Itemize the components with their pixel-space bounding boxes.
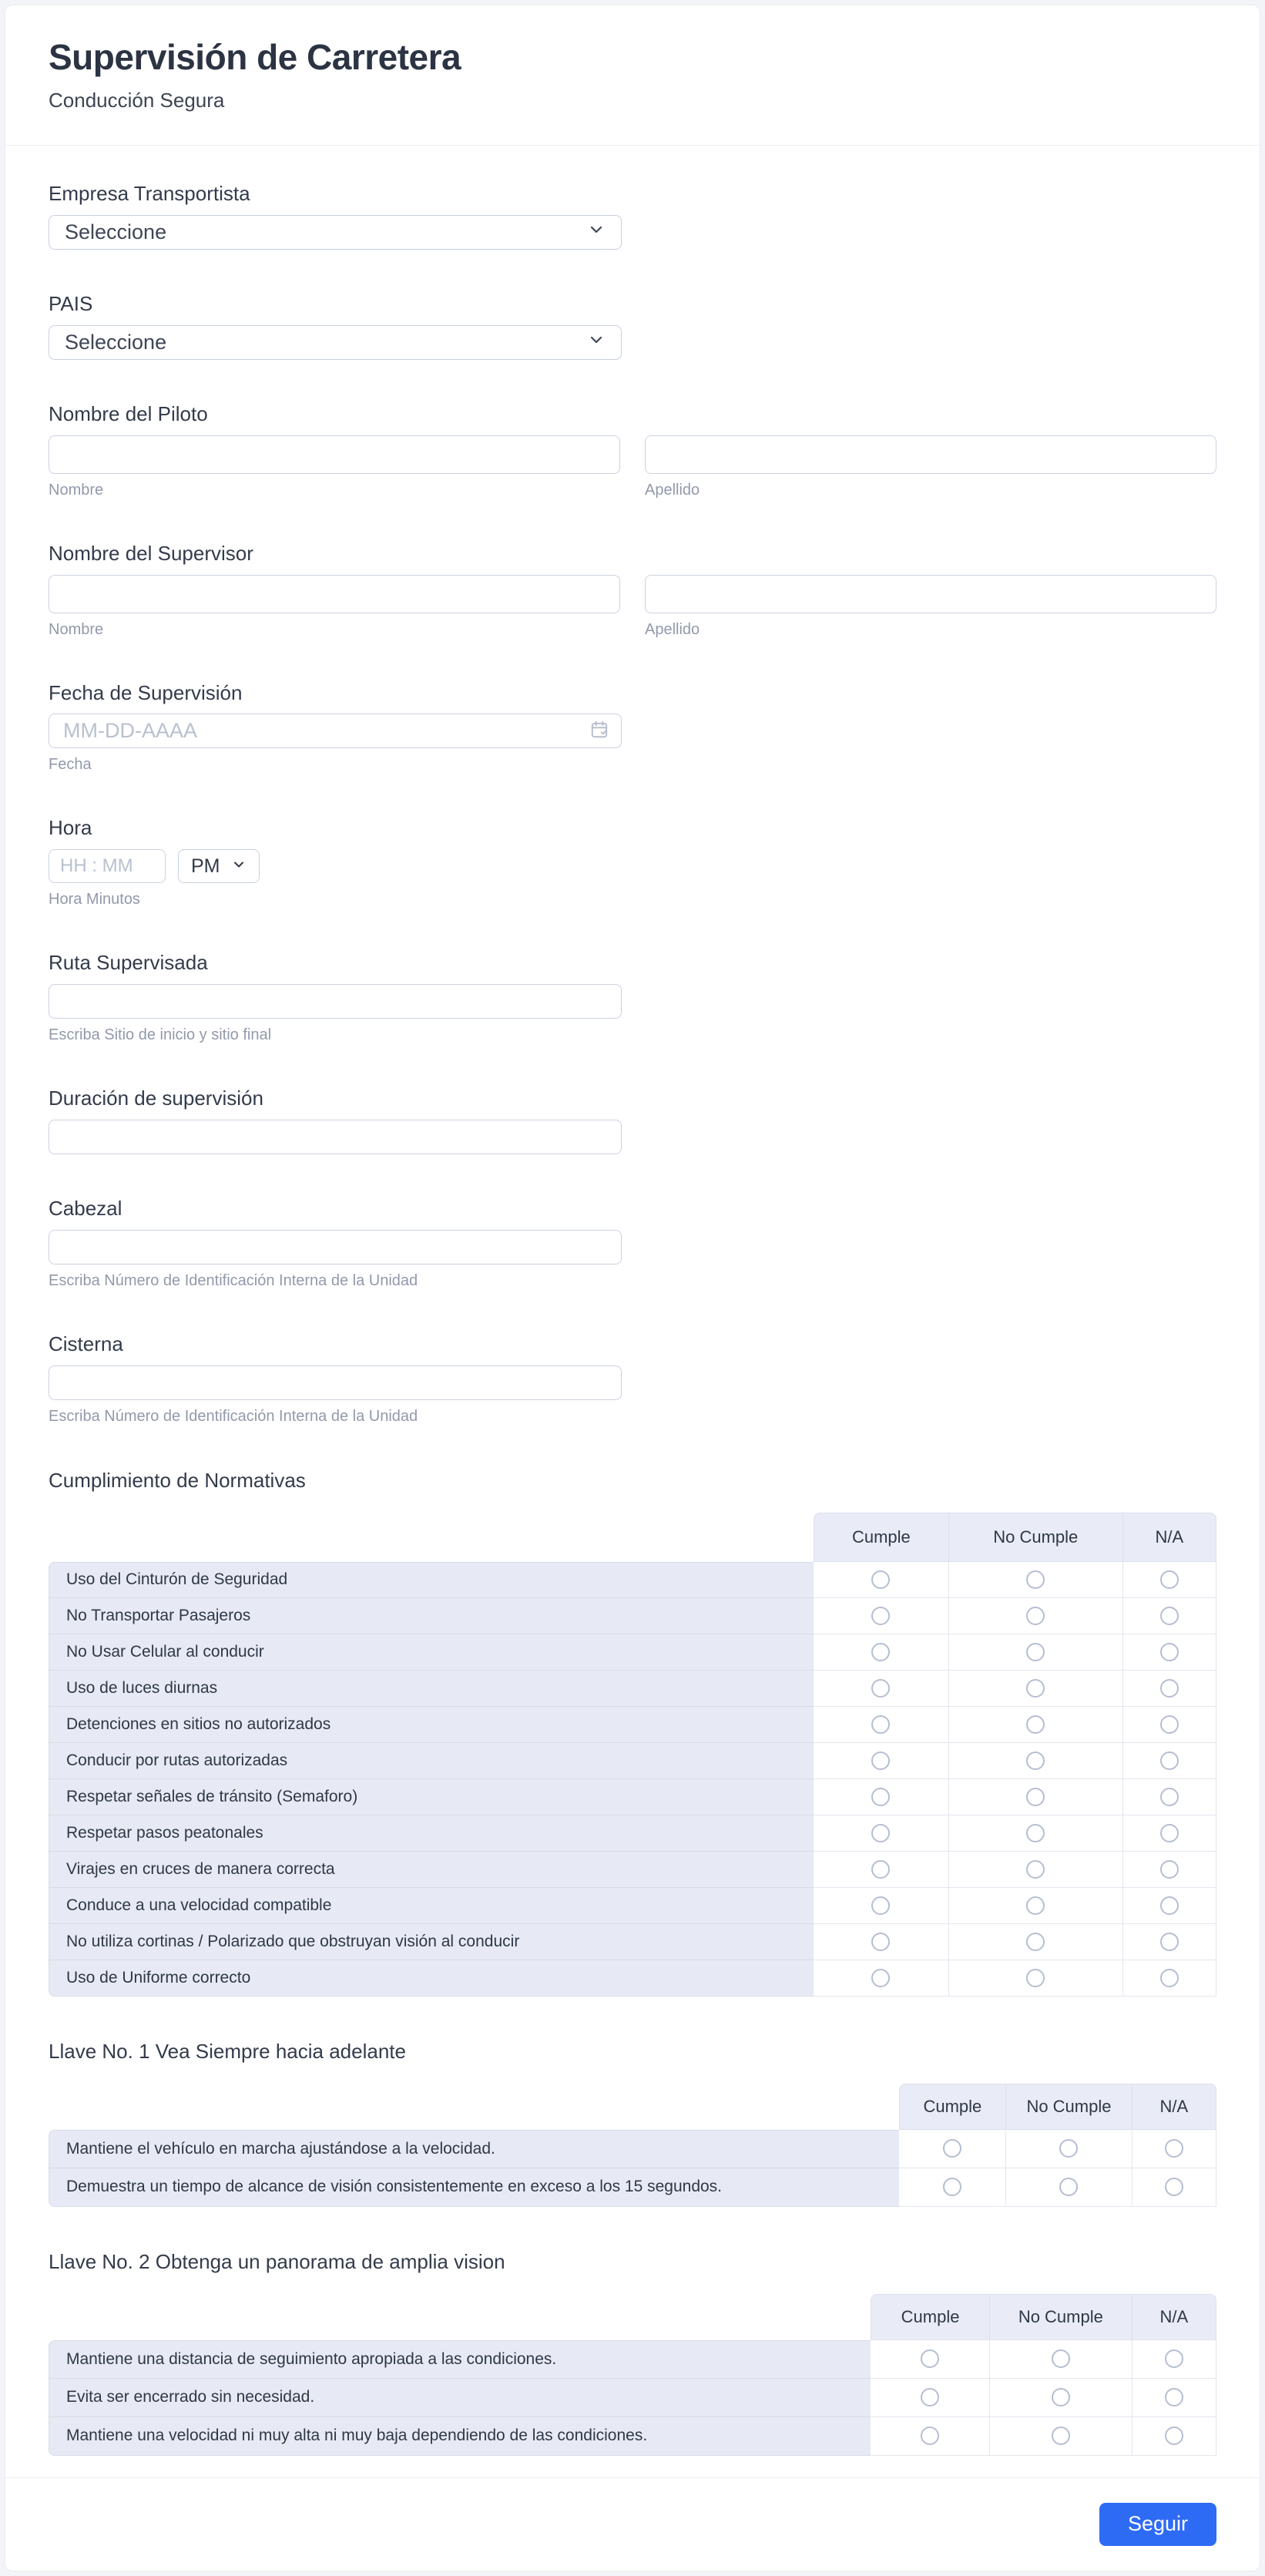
radio-na[interactable] <box>1160 1570 1179 1589</box>
radio-no-cumple[interactable] <box>1026 1607 1045 1625</box>
radio-no-cumple[interactable] <box>1059 2139 1078 2158</box>
field-fecha-supervision <box>49 682 1216 774</box>
row-label: Uso de luces diurnas <box>49 1671 814 1707</box>
radio-cell <box>949 1707 1123 1743</box>
radio-cumple[interactable] <box>921 2427 939 2445</box>
radio-cumple[interactable] <box>871 1679 890 1698</box>
radio-no-cumple[interactable] <box>1026 1715 1045 1734</box>
radio-na[interactable] <box>1160 1896 1179 1915</box>
radio-na[interactable] <box>1165 2427 1183 2445</box>
header-spacer <box>49 1513 814 1562</box>
field-hora <box>49 817 1216 908</box>
radio-cell <box>949 1562 1123 1598</box>
radio-cumple[interactable] <box>871 1788 890 1806</box>
column-header-no-cumple: No Cumple <box>1006 2084 1132 2130</box>
radio-cell <box>1123 1779 1216 1815</box>
pais-select-value: Seleccione <box>65 330 167 354</box>
row-label: No Transportar Pasajeros <box>49 1598 814 1634</box>
piloto-nombre-input[interactable] <box>49 435 620 474</box>
cisterna-label: Cisterna <box>49 1332 123 1356</box>
radio-cell <box>814 1671 949 1707</box>
radio-na[interactable] <box>1160 1643 1179 1661</box>
radio-tables-root <box>49 1469 1216 2456</box>
radio-cell <box>1132 2379 1216 2417</box>
pais-select[interactable] <box>49 325 622 360</box>
table-section <box>49 2040 1216 2207</box>
radio-no-cumple[interactable] <box>1026 1933 1045 1951</box>
radio-cumple[interactable] <box>871 1933 890 1951</box>
supervisor-apellido-helper: Apellido <box>645 620 700 638</box>
radio-no-cumple[interactable] <box>1026 1896 1045 1915</box>
column-header-na: N/A <box>1132 2084 1216 2130</box>
row-label: Respetar señales de tránsito (Semaforo) <box>49 1779 814 1815</box>
cabezal-label: Cabezal <box>49 1197 122 1221</box>
supervisor-nombre-col <box>49 575 620 639</box>
radio-cumple[interactable] <box>943 2178 961 2196</box>
radio-no-cumple[interactable] <box>1052 2349 1070 2368</box>
radio-cell <box>814 1924 949 1960</box>
radio-no-cumple[interactable] <box>1026 1860 1045 1879</box>
field-nombre-piloto <box>49 403 1216 499</box>
radio-na[interactable] <box>1160 1860 1179 1879</box>
field-empresa-transportista <box>49 183 1216 250</box>
row-label: Mantiene una distancia de seguimiento apropiada a las condiciones. <box>49 2340 871 2379</box>
radio-na[interactable] <box>1160 1679 1179 1698</box>
supervisor-nombre-input[interactable] <box>49 575 620 613</box>
hora-helper: Hora Minutos <box>49 891 140 908</box>
radio-cell <box>949 1960 1123 1997</box>
row-label: Respetar pasos peatonales <box>49 1815 814 1852</box>
meridiem-select[interactable] <box>178 849 260 883</box>
cabezal-helper: Escriba Número de Identificación Interna de la Unidad <box>49 1272 418 1290</box>
radio-no-cumple[interactable] <box>1026 1643 1045 1661</box>
radio-na[interactable] <box>1160 1933 1179 1951</box>
radio-na[interactable] <box>1160 1715 1179 1734</box>
row-label: Demuestra un tiempo de alcance de visión consistentemente en exceso a los 15 segundos. <box>49 2168 899 2207</box>
form-card <box>5 5 1260 2571</box>
radio-cell <box>990 2379 1132 2417</box>
radio-na[interactable] <box>1160 1788 1179 1806</box>
radio-cell <box>1123 1888 1216 1924</box>
radio-cell <box>1123 1634 1216 1671</box>
row-label: Virajes en cruces de manera correcta <box>49 1852 814 1888</box>
row-label: Conduce a una velocidad compatible <box>49 1888 814 1924</box>
row-label: Mantiene el vehículo en marcha ajustándose a la velocidad. <box>49 2130 899 2168</box>
field-nombre-supervisor <box>49 542 1216 639</box>
radio-cell <box>871 2417 990 2456</box>
radio-no-cumple[interactable] <box>1026 1969 1045 1987</box>
row-label: No utiliza cortinas / Polarizado que obstruyan visión al conducir <box>49 1924 814 1960</box>
ruta-helper: Escriba Sitio de inicio y sitio final <box>49 1026 272 1044</box>
cisterna-input[interactable] <box>49 1365 622 1400</box>
table-title: Cumplimiento de Normativas <box>49 1468 306 1492</box>
empresa-select[interactable] <box>49 215 622 250</box>
radio-cell <box>949 1634 1123 1671</box>
radio-na[interactable] <box>1165 2139 1183 2158</box>
radio-cell <box>814 1852 949 1888</box>
radio-cell <box>1006 2130 1132 2168</box>
fecha-input[interactable] <box>49 714 622 748</box>
column-header-cumple: Cumple <box>871 2294 990 2340</box>
radio-cell <box>814 1888 949 1924</box>
radio-cumple[interactable] <box>871 1715 890 1734</box>
radio-cumple[interactable] <box>871 1607 890 1625</box>
radio-cell <box>899 2130 1006 2168</box>
radio-cell <box>871 2379 990 2417</box>
field-cabezal <box>49 1197 1216 1290</box>
radio-cumple[interactable] <box>871 1824 890 1842</box>
header-spacer <box>49 2294 871 2340</box>
radio-cell <box>1123 1562 1216 1598</box>
supervisor-nombre-helper: Nombre <box>49 620 104 638</box>
radio-cell <box>1132 2168 1216 2207</box>
piloto-apellido-input[interactable] <box>645 435 1216 474</box>
radio-cell <box>1123 1960 1216 1997</box>
fecha-helper: Fecha <box>49 756 92 774</box>
field-cisterna <box>49 1333 1216 1426</box>
radio-cumple[interactable] <box>943 2139 961 2158</box>
empresa-label: Empresa Transportista <box>49 182 250 205</box>
row-label: No Usar Celular al conducir <box>49 1634 814 1671</box>
radio-no-cumple[interactable] <box>1052 2427 1070 2445</box>
radio-grid-table <box>49 2294 1216 2456</box>
row-label: Uso del Cinturón de Seguridad <box>49 1562 814 1598</box>
radio-cell <box>1123 1924 1216 1960</box>
page-subtitle: Conducción Segura <box>49 89 225 112</box>
radio-cell <box>949 1779 1123 1815</box>
page-title: Supervisión de Carretera <box>49 37 461 77</box>
radio-grid-table <box>49 2084 1216 2207</box>
ruta-input[interactable] <box>49 984 622 1019</box>
column-header-na: N/A <box>1132 2294 1216 2340</box>
radio-grid-table <box>49 1513 1216 1997</box>
radio-cell <box>899 2168 1006 2207</box>
radio-cell <box>814 1815 949 1852</box>
radio-cell <box>1123 1707 1216 1743</box>
form-header <box>5 5 1260 146</box>
radio-cell <box>990 2340 1132 2379</box>
radio-cumple[interactable] <box>871 1751 890 1770</box>
duracion-input[interactable] <box>49 1120 622 1154</box>
row-label: Detenciones en sitios no autorizados <box>49 1707 814 1743</box>
meridiem-value: PM <box>191 855 220 877</box>
radio-cell <box>814 1743 949 1779</box>
row-label: Evita ser encerrado sin necesidad. <box>49 2379 871 2417</box>
row-label: Conducir por rutas autorizadas <box>49 1743 814 1779</box>
radio-na[interactable] <box>1165 2388 1183 2406</box>
cisterna-helper: Escriba Número de Identificación Interna de la Unidad <box>49 1407 418 1425</box>
radio-cell <box>814 1779 949 1815</box>
radio-cumple[interactable] <box>871 1570 890 1589</box>
pais-label: PAIS <box>49 291 93 315</box>
radio-cell <box>1132 2417 1216 2456</box>
piloto-apellido-helper: Apellido <box>645 481 700 499</box>
form-footer <box>5 2477 1260 2571</box>
piloto-apellido-col <box>645 435 1216 499</box>
fecha-label: Fecha de Supervisión <box>49 680 243 704</box>
radio-no-cumple[interactable] <box>1059 2178 1078 2196</box>
radio-cell <box>814 1598 949 1634</box>
radio-no-cumple[interactable] <box>1026 1679 1045 1698</box>
duracion-label: Duración de supervisión <box>49 1086 263 1110</box>
supervisor-apellido-input[interactable] <box>645 575 1216 613</box>
radio-cell <box>1132 2130 1216 2168</box>
radio-cell <box>814 1707 949 1743</box>
radio-cell <box>949 1888 1123 1924</box>
field-pais <box>49 293 1216 360</box>
radio-na[interactable] <box>1165 2349 1183 2368</box>
seguir-button[interactable]: Seguir <box>1099 2503 1216 2546</box>
radio-cumple[interactable] <box>871 1969 890 1987</box>
chevron-down-icon <box>231 855 247 878</box>
radio-cumple[interactable] <box>871 1896 890 1915</box>
radio-cell <box>949 1671 1123 1707</box>
radio-no-cumple[interactable] <box>1026 1570 1045 1589</box>
radio-cell <box>949 1743 1123 1779</box>
radio-cell <box>949 1924 1123 1960</box>
empresa-select-value: Seleccione <box>65 220 167 243</box>
column-header-cumple: Cumple <box>814 1513 949 1562</box>
field-duracion-supervision <box>49 1087 1216 1154</box>
radio-cumple[interactable] <box>921 2349 939 2368</box>
table-title: Llave No. 1 Vea Siempre hacia adelante <box>49 2039 406 2063</box>
table-section <box>49 2250 1216 2456</box>
table-title: Llave No. 2 Obtenga un panorama de amplia vision <box>49 2249 505 2273</box>
column-header-na: N/A <box>1123 1513 1216 1562</box>
column-header-no-cumple: No Cumple <box>949 1513 1123 1562</box>
radio-cumple[interactable] <box>871 1860 890 1879</box>
hora-input[interactable] <box>49 849 166 883</box>
radio-no-cumple[interactable] <box>1026 1751 1045 1770</box>
radio-cumple[interactable] <box>921 2388 939 2406</box>
table-section <box>49 1469 1216 1997</box>
radio-na[interactable] <box>1160 1969 1179 1987</box>
radio-na[interactable] <box>1165 2178 1183 2196</box>
column-header-cumple: Cumple <box>899 2084 1006 2130</box>
radio-cell <box>1123 1671 1216 1707</box>
ruta-label: Ruta Supervisada <box>49 951 208 975</box>
radio-no-cumple[interactable] <box>1026 1824 1045 1842</box>
radio-cell <box>1123 1852 1216 1888</box>
column-header-no-cumple: No Cumple <box>990 2294 1132 2340</box>
radio-no-cumple[interactable] <box>1052 2388 1070 2406</box>
chevron-down-icon <box>587 331 606 354</box>
piloto-label: Nombre del Piloto <box>49 401 208 425</box>
radio-na[interactable] <box>1160 1824 1179 1842</box>
radio-cumple[interactable] <box>871 1643 890 1661</box>
row-label: Mantiene una velocidad ni muy alta ni muy baja dependiendo de las condiciones. <box>49 2417 871 2456</box>
radio-cell <box>814 1960 949 1997</box>
radio-na[interactable] <box>1160 1607 1179 1625</box>
radio-cell <box>1123 1815 1216 1852</box>
form-content <box>5 146 1260 2477</box>
chevron-down-icon <box>587 220 606 244</box>
header-spacer <box>49 2084 899 2130</box>
radio-cell <box>949 1852 1123 1888</box>
radio-cell <box>1132 2340 1216 2379</box>
radio-cell <box>1006 2168 1132 2207</box>
cabezal-input[interactable] <box>49 1230 622 1264</box>
radio-cell <box>949 1815 1123 1852</box>
hora-label: Hora <box>49 816 92 840</box>
radio-cell <box>814 1634 949 1671</box>
piloto-nombre-helper: Nombre <box>49 481 104 499</box>
radio-cell <box>1123 1598 1216 1634</box>
radio-cell <box>814 1562 949 1598</box>
row-label: Uso de Uniforme correcto <box>49 1960 814 1997</box>
supervisor-label: Nombre del Supervisor <box>49 541 253 565</box>
radio-cell <box>949 1598 1123 1634</box>
radio-cell <box>871 2340 990 2379</box>
field-ruta-supervisada <box>49 952 1216 1044</box>
piloto-nombre-col <box>49 435 620 499</box>
supervisor-apellido-col <box>645 575 1216 639</box>
radio-cell <box>1123 1743 1216 1779</box>
radio-cell <box>990 2417 1132 2456</box>
radio-no-cumple[interactable] <box>1026 1788 1045 1806</box>
radio-na[interactable] <box>1160 1751 1179 1770</box>
